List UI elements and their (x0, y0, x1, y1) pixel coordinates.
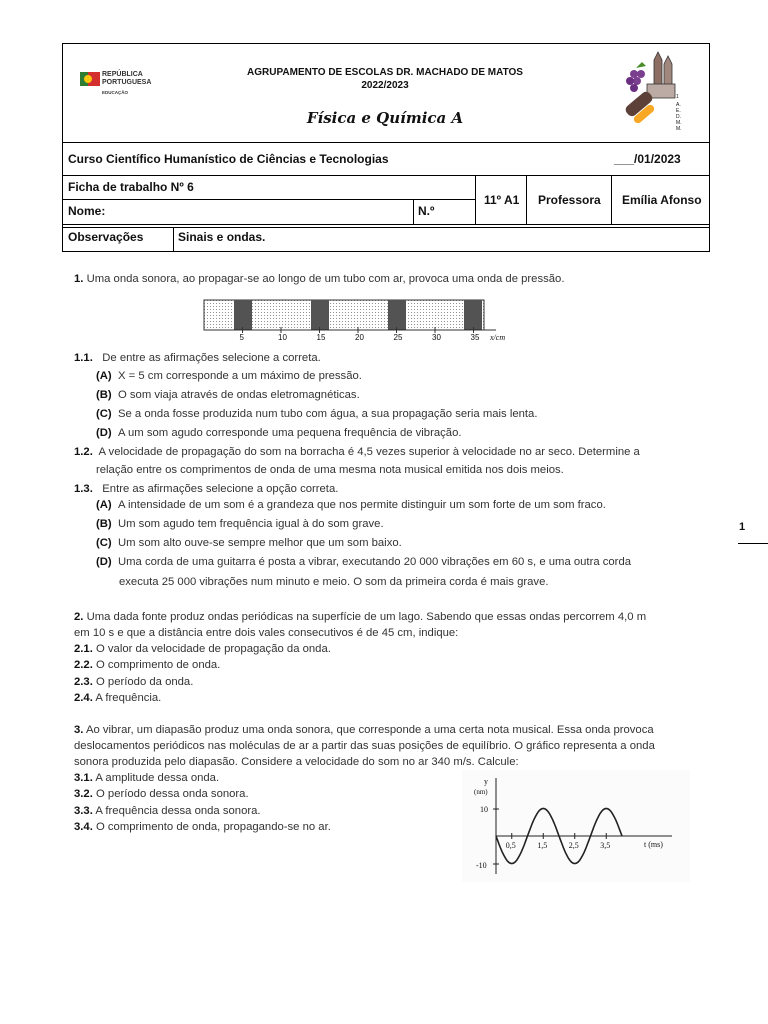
question-1-2-line-2: relação entre os comprimentos de onda de uma mesma nota musical emitida nos dois meios. (96, 464, 564, 476)
option-text: Um som agudo tem frequência igual à do som grave. (117, 518, 384, 530)
row-divider (63, 227, 709, 228)
school-name: AGRUPAMENTO DE ESCOLAS DR. MACHADO DE MATOS (247, 67, 523, 78)
republic-logo-text (102, 71, 151, 97)
option-label: (D) (96, 427, 112, 439)
option-text: Se a onda fosse produzida num tubo com água, a sua propagação seria mais lenta. (117, 408, 538, 420)
number-label: N.º (418, 204, 435, 218)
question-1 (74, 271, 564, 287)
logo-line-1: REPÚBLICA (102, 71, 143, 78)
page-number-rule (738, 543, 768, 544)
item-number: 2.2. (74, 659, 93, 672)
question-3-item (74, 770, 219, 786)
option-text: O som viaja através de ondas eletromagnéticas. (117, 389, 360, 401)
question-2-item (74, 641, 331, 657)
tube-tick-label: 25 (393, 333, 403, 342)
question-2-line-1: Uma dada fonte produz ondas periódicas na superfície de um lago. Sabendo que essas ondas percorrem 4,0 m (86, 611, 647, 623)
col-divider (173, 227, 174, 251)
question-1-3 (74, 481, 338, 497)
question-1-3-option[interactable] (96, 556, 631, 568)
row-divider (63, 175, 709, 176)
question-3 (74, 722, 704, 738)
course-name: Curso Científico Humanístico de Ciências e Tecnologias (68, 152, 389, 166)
question-1-3-option[interactable] (96, 518, 384, 530)
question-2-item (74, 674, 193, 690)
page-number: 1 (739, 521, 746, 533)
wave-graph (462, 770, 690, 882)
option-text: Um som alto ouve-se sempre melhor que um som baixo. (117, 537, 402, 549)
row-divider (63, 142, 709, 143)
question-1-3-option[interactable] (96, 537, 402, 549)
name-label: Nome: (68, 204, 106, 218)
question-1-3-text: Entre as afirmações selecione a opção correta. (102, 483, 339, 495)
question-3-item (74, 803, 261, 819)
observations-value: Sinais e ondas. (178, 230, 266, 244)
tube-tick-label: 35 (470, 333, 480, 342)
item-text: A frequência dessa onda sonora. (95, 804, 261, 817)
question-1-3-number: 1.3. (74, 483, 93, 495)
question-2-item (74, 657, 220, 673)
item-text: O comprimento de onda, propagando-se no ar. (95, 820, 331, 833)
item-text: O período dessa onda sonora. (95, 788, 249, 801)
question-1-1 (74, 350, 321, 366)
item-text: O valor da velocidade de propagação da onda. (95, 643, 331, 655)
x-tick-label: 0,5 (505, 841, 516, 850)
svg-text:M.: M. (676, 126, 682, 132)
question-2-number: 2. (74, 611, 84, 623)
question-3-line-3: sonora produzida pelo diapasão. Considere a velocidade do som no ar 340 m/s. Calcule: (74, 756, 519, 768)
option-text: X = 5 cm corresponde a um máximo de pressão. (117, 370, 362, 382)
col-divider (611, 175, 612, 224)
question-3-line-1: Ao vibrar, um diapasão produz uma onda sonora, que corresponde a uma certa nota musical. Essa onda provoca (85, 724, 654, 736)
option-text: A intensidade de um som é a grandeza que nos permite distinguir um som forte de um som fraco. (117, 499, 606, 511)
item-number: 3.3. (74, 804, 93, 817)
tube-tick-label: 15 (316, 333, 326, 342)
observations-label: Observações (68, 230, 144, 244)
name-field[interactable] (112, 199, 410, 221)
tube-tick-label: 5 (239, 333, 244, 342)
logo-line-2: PORTUGUESA (102, 79, 152, 86)
question-1-1-number: 1.1. (74, 352, 93, 364)
question-2-item (74, 690, 161, 706)
item-number: 2.3. (74, 675, 93, 688)
svg-text:1: 1 (676, 94, 679, 100)
tube-tick-label: 20 (355, 333, 364, 342)
col-divider (526, 175, 527, 224)
number-field[interactable] (440, 199, 472, 221)
x-axis-label: t (ms) (644, 840, 663, 849)
question-1-1-text: De entre as afirmações selecione a correta. (102, 352, 321, 364)
option-label: (C) (96, 408, 112, 420)
item-text: O período da onda. (95, 675, 194, 688)
y-axis-unit: (nm) (474, 788, 488, 796)
option-label: (A) (96, 370, 112, 382)
item-text: A amplitude dessa onda. (95, 772, 220, 784)
tube-axis-unit: x/cm (490, 333, 506, 342)
option-label: (A) (96, 499, 112, 511)
question-1-3-option-d-line-2: executa 25 000 vibrações num minuto e meio. O som da primeira corda é mais grave. (119, 576, 549, 588)
question-2-line-2: em 10 s e que a distância entre dois vales consecutivos é de 45 cm, indique: (74, 627, 459, 639)
pressure-wave-tube (200, 296, 520, 344)
option-label: (D) (96, 556, 112, 568)
item-number: 2.1. (74, 643, 93, 655)
school-logo-icon (614, 50, 686, 138)
class-label: 11º A1 (484, 193, 520, 207)
svg-text:M.: M. (676, 120, 682, 126)
item-text: A frequência. (95, 691, 162, 704)
subject-title: Física e Química A (306, 109, 464, 127)
svg-text:D.: D. (676, 114, 681, 120)
logo-line-3: EDUCAÇÃO (102, 90, 129, 95)
republic-emblem-icon (80, 70, 100, 88)
question-1-1-option[interactable] (96, 427, 462, 439)
item-number: 3.1. (74, 772, 93, 784)
question-3-line-2: deslocamentos periódicos nas moléculas de ar a partir das suas posições de equilíbrio. O gráfico representa a onda (74, 740, 655, 752)
item-number: 3.2. (74, 788, 93, 801)
question-3-item (74, 786, 249, 802)
y-tick-max: 10 (480, 805, 488, 814)
col-divider (413, 199, 414, 224)
teacher-label: Professora (538, 193, 601, 207)
question-1-2 (74, 444, 704, 460)
option-label: (C) (96, 537, 112, 549)
svg-text:A.: A. (676, 102, 681, 108)
option-text: A um som agudo corresponde uma pequena frequência de vibração. (117, 427, 462, 439)
x-tick-label: 1,5 (537, 841, 548, 850)
tube-tick-label: 30 (432, 333, 441, 342)
item-number: 3.4. (74, 820, 93, 833)
x-tick-label: 3,5 (600, 841, 611, 850)
sheet-title: Ficha de trabalho Nº 6 (68, 180, 194, 194)
x-tick-label: 2,5 (568, 841, 579, 850)
school-year: 2022/2023 (361, 80, 409, 91)
option-text: Uma corda de uma guitarra é posta a vibrar, executando 20 000 vibrações em 60 s, e uma outra corda (117, 556, 632, 568)
col-divider (475, 175, 476, 224)
row-divider (63, 224, 709, 225)
question-1-2-number: 1.2. (74, 446, 93, 458)
question-1-1-option[interactable] (96, 370, 362, 382)
question-2 (74, 609, 704, 625)
question-1-number: 1. (74, 273, 84, 285)
tube-tick-label: 10 (278, 333, 287, 342)
item-text: O comprimento de onda. (95, 659, 221, 672)
question-1-1-option[interactable] (96, 408, 537, 420)
date-field[interactable]: ___/01/2023 (614, 152, 681, 166)
teacher-name: Emília Afonso (622, 193, 702, 207)
question-1-1-option[interactable] (96, 389, 360, 401)
option-label: (B) (96, 518, 112, 530)
item-number: 2.4. (74, 691, 93, 704)
y-axis-label: y (484, 777, 488, 786)
option-label: (B) (96, 389, 112, 401)
question-3-item (74, 819, 331, 835)
question-1-2-line-1: A velocidade de propagação do som na borracha é 4,5 vezes superior à velocidade no ar seco. Determine a (98, 446, 640, 458)
question-1-text: Uma onda sonora, ao propagar-se ao longo de um tubo com ar, provoca uma onda de pressão. (86, 273, 565, 285)
question-1-3-option[interactable] (96, 499, 606, 511)
svg-text:E.: E. (676, 108, 681, 114)
question-3-number: 3. (74, 724, 84, 736)
y-tick-min: -10 (476, 861, 487, 870)
